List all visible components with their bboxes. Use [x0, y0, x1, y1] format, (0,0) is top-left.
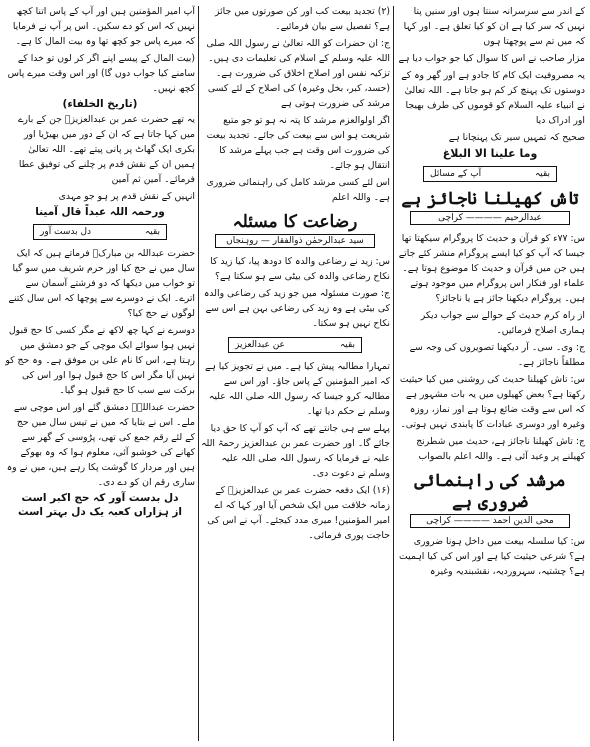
- paragraph: صحیح کہ تمہیں سیر تک پہنچانا ہے: [448, 132, 585, 143]
- paragraph: مزار صاحب نے اس کا سوال کیا جو جواب دیا ہے: [398, 53, 585, 64]
- answer: ج: وی۔ سی۔ آر دیکھنا تصویروں کی وجہ سے مطلقاً ناجائز ہے۔: [409, 342, 585, 368]
- continuation-box: [228, 337, 362, 353]
- article-headline: مرشد کی راہنمائی ضروری ہے: [414, 471, 566, 512]
- paragraph: از راہ کرم حدیث کے حوالے سے جواب دیکر ہماری اصلاح فرمائیں۔: [420, 310, 585, 336]
- benediction: ورحمہ اللہ عبداً قال آمینا: [35, 206, 165, 218]
- paragraph: (بیت المال کے پیسے اپنے اگر کر لوں تو خدا کے سامنے کیا جواب دوں گا) اور اس وقت میرے پاس کچھ نہیں۔: [7, 53, 195, 94]
- verse-line: دل بدست آور کہ حج اکبر است: [21, 492, 179, 504]
- continuation-section: دل بدست آور: [40, 227, 92, 237]
- paragraph: (۲) تجدید بیعت کب اور کن صورتوں میں جائز ہے؟ تفصیل سے بیان فرمائیے۔: [214, 6, 390, 32]
- paragraph: (۱۶) ایک دفعہ حضرت عمر بن عبدالعزیزؒ کے زمانہ خلافت میں ایک شخص آیا اور کہا کہ اے امیر المؤمنین! میری مدد کیجئے۔ آپ نے اس کی حاجت پوری فرمائی۔: [207, 485, 390, 541]
- paragraph: حضرت عبداللہ بن مبارکؒ فرماتے ہیں کہ ایک سال میں نے حج کیا اور حرم شریف میں سو گیا تو خواب میں دیکھا کہ دو فرشتے آسمان سے اترے۔ ایک نے دوسرے سے پوچھا کہ اس سال کتنے لوگوں نے حج کیا؟: [8, 248, 195, 319]
- continuation-box: [423, 166, 557, 182]
- question: س: ۷۷ء کو قرآن و حدیث کا پروگرام سیکھتا تھا جیسا کہ آپ کو کیا ایسے پروگرام منشر کئے جاتے ہیں جن میں قرآن و حدیث کا موضوع ہوتا ہے۔ علماء اور فنکار اس پروگرام میں موجود ہوتے ہیں۔ پروگرام دیکھنا جائز ہے یا ناجائز؟: [398, 233, 585, 304]
- question: س: زید نے رضاعی والدہ کا دودھ پیا، کیا زید کا نکاح رضاعی والدہ کی بیٹی سے ہو سکتا ہے؟: [210, 256, 390, 282]
- attribution: (تاریخ الخلفاء): [62, 98, 138, 110]
- column-middle: [200, 4, 390, 743]
- paragraph: انہیں کے نقش قدم پر ہو جو مہدی: [58, 191, 195, 202]
- paragraph: کے اندر سے سرسرانہ سنتا ہوں اور سنیں پتا نہیں کہ سر کیا ہے ان کو کیا تعلق ہے۔ اور کہا کہ میں تم سے پوچھتا ہوں: [403, 6, 585, 47]
- continuation-section: آپ کے مسائل: [430, 169, 482, 179]
- column-left: [5, 4, 195, 743]
- paragraph: حضرت عبداللہؒ دمشق گئے اور اس موچی سے ملے۔ اس نے بتایا کہ میں نے تیس سال میں حج کے لئے رقم جمع کی تھی، پڑوسی کے گھر سے کھانے کی خوشبو آئی، معلوم ہوا کہ وہ بھوکے ہیں اور مردار کا گوشت پکا رہے ہیں، میں نے وہ ساری رقم ان کو دے دی۔: [6, 402, 195, 488]
- article-byline: محی الدین احمد ———— کراچی: [410, 514, 570, 528]
- verse-line: از ہزاراں کعبہ یک دل بہتر است: [17, 506, 183, 518]
- paragraph: یہ مصروفیت ایک کام کا جادو ہے اور گھر وہ کے دوستوں تک پہنچ کر کم ہو جاتا ہے۔ اللہ تعالیٰ نے انبیاء علیہ السلام کو قوموں کی طرف بھیجا اور ادراک دیا: [401, 70, 585, 126]
- article-byline: سید عبدالرحمٰن ذوالفقار — روہنجاں: [215, 234, 375, 248]
- answer: ج: تاش کھیلنا ناجائز ہے، حدیث میں شطرنج کھیلنے پر وعید آئی ہے۔ واللہ اعلم بالصواب: [416, 436, 585, 462]
- article-headline: رضاعت کا مسئلہ: [232, 212, 358, 232]
- continuation-section: عن عبدالعزیز: [235, 340, 285, 350]
- question: س: کیا سلسلہ بیعت میں داخل ہونا ضروری ہے؟ شرعی حیثیت کیا ہے اور اس کی کیا اہمیت ہے؟ چشتیہ، سہروردیہ، نقشبندیہ وغیرہ: [399, 536, 585, 577]
- paragraph: دوسرے نے کہا چھ لاکھ نے مگر کسی کا حج قبول نہیں ہوا سوائے ایک موچی کے جو دمشق میں رہتا ہے، اس کا نام علی بن موفق ہے۔ وہ حج کو نہیں آیا مگر اس کا حج قبول ہوا اور اس کی برکت سے سب کا حج قبول ہو گیا۔: [5, 325, 195, 396]
- paragraph: اگر اولوالعزم مرشد کا پتہ نہ ہو تو جو متبع شریعت ہو اس سے بیعت کی جائے۔ تجدید بیعت کی ضرورت اس وقت ہے جب پہلے مرشد کا انتقال ہو جائے۔: [206, 115, 390, 171]
- column-divider: [393, 6, 394, 741]
- article-byline: عبدالرحیم ———— کراچی: [410, 211, 570, 225]
- article-headline: تاش کھیلنا ناجائز ہے: [401, 189, 579, 209]
- paragraph: پہلے سے ہی جانتے تھے کہ آپ کو آپ کا حق دیا جائے گا۔ اور حضرت عمر بن عبدالعزیز رحمۃ اللہ علیہ نے فرمایا کہ رسول اللہ صلی اللہ علیہ وسلم نے دعوت دی۔: [201, 423, 390, 479]
- answer: ج: صورت مسئولہ میں جو زید کی رضاعی والدہ کی بیٹی ہے وہ زید کی رضاعی بہن ہے اس سے نکاح نہیں ہو سکتا۔: [203, 288, 390, 329]
- continuation-label: بقیہ: [339, 340, 355, 350]
- paragraph: تمہارا مطالبہ پیش کیا ہے۔ میں نے تجویز کیا ہے کہ امیر المؤمنین کے پاس جاؤ۔ اور اس سے مطالبہ کرو جیسا کہ رسول اللہ صلی اللہ علیہ وسلم نے حکم دیا تھا۔: [204, 361, 390, 417]
- paragraph: اس لئے کسی مرشد کامل کی راہنمائی ضروری ہے۔ واللہ اعلم: [206, 177, 390, 203]
- question: س: تاش کھیلنا حدیث کی روشنی میں کیا حیثیت رکھتا ہے؟ بعض کھیلوں میں یہ بات مشہور ہے کہ اس سے وقت ضائع ہوتا ہے اور نماز، روزہ وغیرہ اور دوسری عبادات کا پابندی نہیں ہوتی۔: [399, 374, 585, 430]
- paragraph: یہ تھے حضرت عمر بن عبدالعزیزؒ جن کے بارے میں کہا جاتا ہے کہ ان کے دور میں بھیڑیا اور بکری ایک گھاٹ پر پانی پیتے تھے۔ اللہ تعالیٰ ہمیں ان کے نقش قدم پر چلنے کی توفیق عطا فرمائے۔ آمین ثم آمین: [17, 114, 195, 185]
- paragraph: ج: ان حضرات کو اللہ تعالیٰ نے رسول اللہ صلی اللہ علیہ وسلم کے اسلام کی تعلیمات دی ہیں۔ تزکیہ نفس اور اصلاح اخلاق کی ضرورت ہے۔ (حسد، کبر، بخل وغیرہ) کی اصلاح کے لئے کسی مرشد کی ضرورت ہوتی ہے: [206, 38, 390, 109]
- continuation-box: [33, 224, 167, 240]
- paragraph: آپ امیر المؤمنین ہیں اور آپ کے پاس اتنا کچھ نہیں کہ اس کو دے سکیں۔ اس پر آپ نے فرمایا کہ میرے پاس جو کچھ تھا وہ بیت المال کا ہے۔: [12, 6, 195, 47]
- column-right: [395, 4, 585, 743]
- column-divider: [198, 6, 199, 741]
- closing-line: وما علینا الا البلاغ: [442, 147, 538, 160]
- continuation-label: بقیہ: [534, 169, 550, 179]
- continuation-label: بقیہ: [144, 227, 160, 237]
